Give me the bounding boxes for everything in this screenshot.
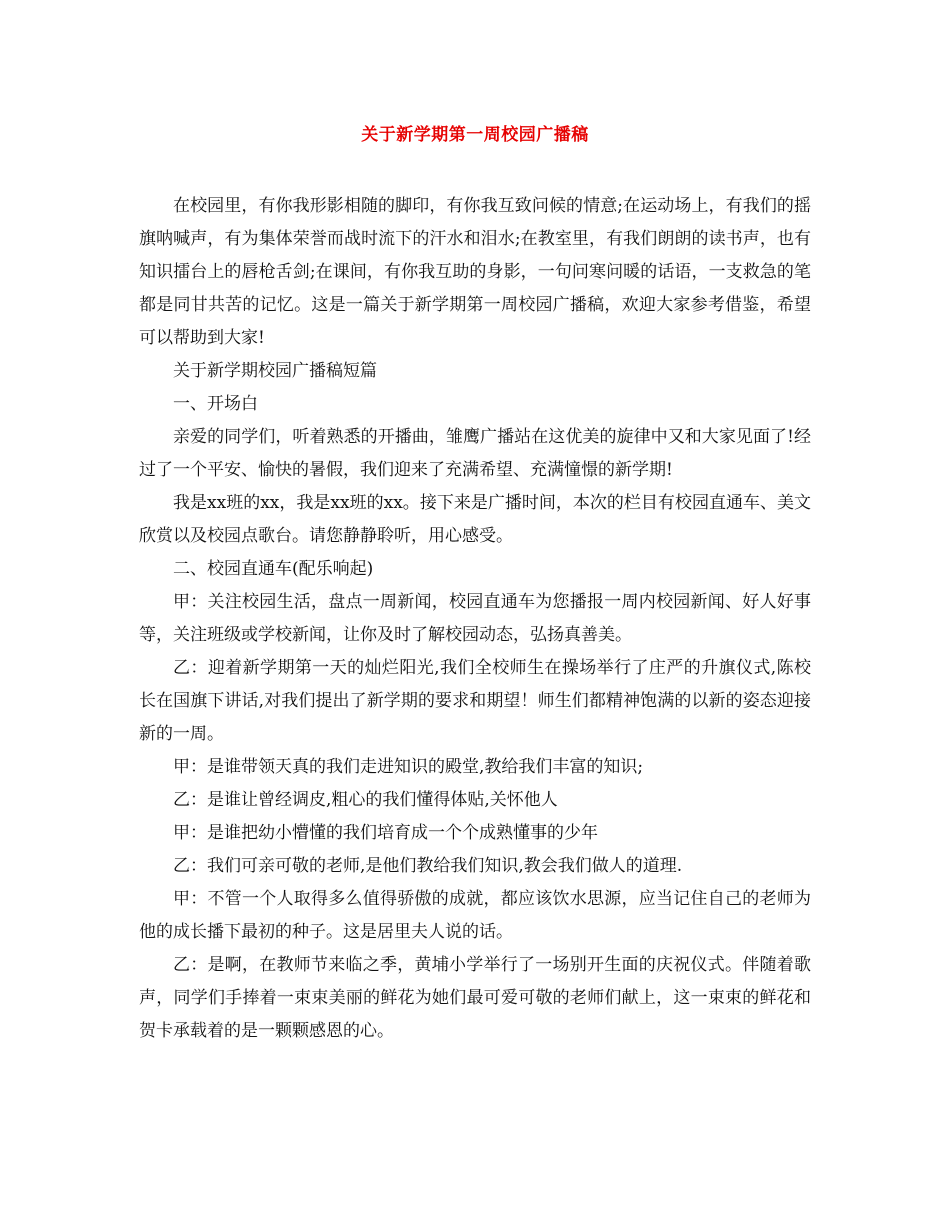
document-title: 关于新学期第一周校园广播稿 [361, 125, 589, 145]
section-heading-campus-express: 二、校园直通车(配乐响起) [173, 559, 374, 579]
dialogue-line: 甲：不管一个人取得多么值得骄傲的成就，都应该饮水思源，应当记住自己的老师为他的成长播下最初的种子。这是居里夫人说的话。 [139, 889, 811, 942]
dialogue-line: 甲：是谁把幼小懵懂的我们培育成一个个成熟懂事的少年 [173, 823, 598, 843]
paragraph-intro: 在校园里，有你我形影相随的脚印，有你我互致问候的情意;在运动场上，有我们的摇旗呐喊声，有为集体荣誉而战时流下的汗水和泪水;在教室里，有我们朗朗的读书声，也有知识擂台上的唇枪舌剑;在课间，有你我互助的身影，一句问寒问暖的话语，一支救急的笔都是同甘共苦的记忆。这是一篇关于新学期第一周校园广播稿，欢迎大家参考借鉴，希望可以帮助到大家! [139, 196, 811, 348]
dialogue-line: 甲：是谁带领天真的我们走进知识的殿堂,教给我们丰富的知识; [173, 757, 644, 777]
document-body [139, 190, 811, 1048]
dialogue-line: 乙：我们可亲可敬的老师,是他们教给我们知识,教会我们做人的道理. [173, 856, 683, 876]
paragraph: 亲爱的同学们，听着熟悉的开播曲，雏鹰广播站在这优美的旋律中又和大家见面了!经过了一个平安、愉快的暑假，我们迎来了充满希望、充满憧憬的新学期! [139, 427, 811, 480]
dialogue-line: 乙：是谁让曾经调皮,粗心的我们懂得体贴,关怀他人 [173, 790, 558, 810]
dialogue-line: 乙：迎着新学期第一天的灿烂阳光,我们全校师生在操场举行了庄严的升旗仪式,陈校长在国旗下讲话,对我们提出了新学期的要求和期望！师生们都精神饱满的以新的姿态迎接新的一周。 [139, 658, 811, 744]
section-heading-opening: 一、开场白 [173, 394, 258, 414]
dialogue-line: 乙：是啊，在教师节来临之季，黄埔小学举行了一场别开生面的庆祝仪式。伴随着歌声，同学们手捧着一束束美丽的鲜花为她们最可爱可敬的老师们献上，这一束束的鲜花和贺卡承载着的是一颗颗感恩的心。 [139, 955, 811, 1041]
dialogue-line: 甲：关注校园生活，盘点一周新闻，校园直通车为您播报一周内校园新闻、好人好事等，关注班级或学校新闻，让你及时了解校园动态，弘扬真善美。 [139, 592, 811, 645]
paragraph: 我是xx班的xx，我是xx班的xx。接下来是广播时间，本次的栏目有校园直通车、美文欣赏以及校园点歌台。请您静静聆听，用心感受。 [139, 493, 811, 546]
paragraph-subtitle: 关于新学期校园广播稿短篇 [173, 361, 377, 381]
